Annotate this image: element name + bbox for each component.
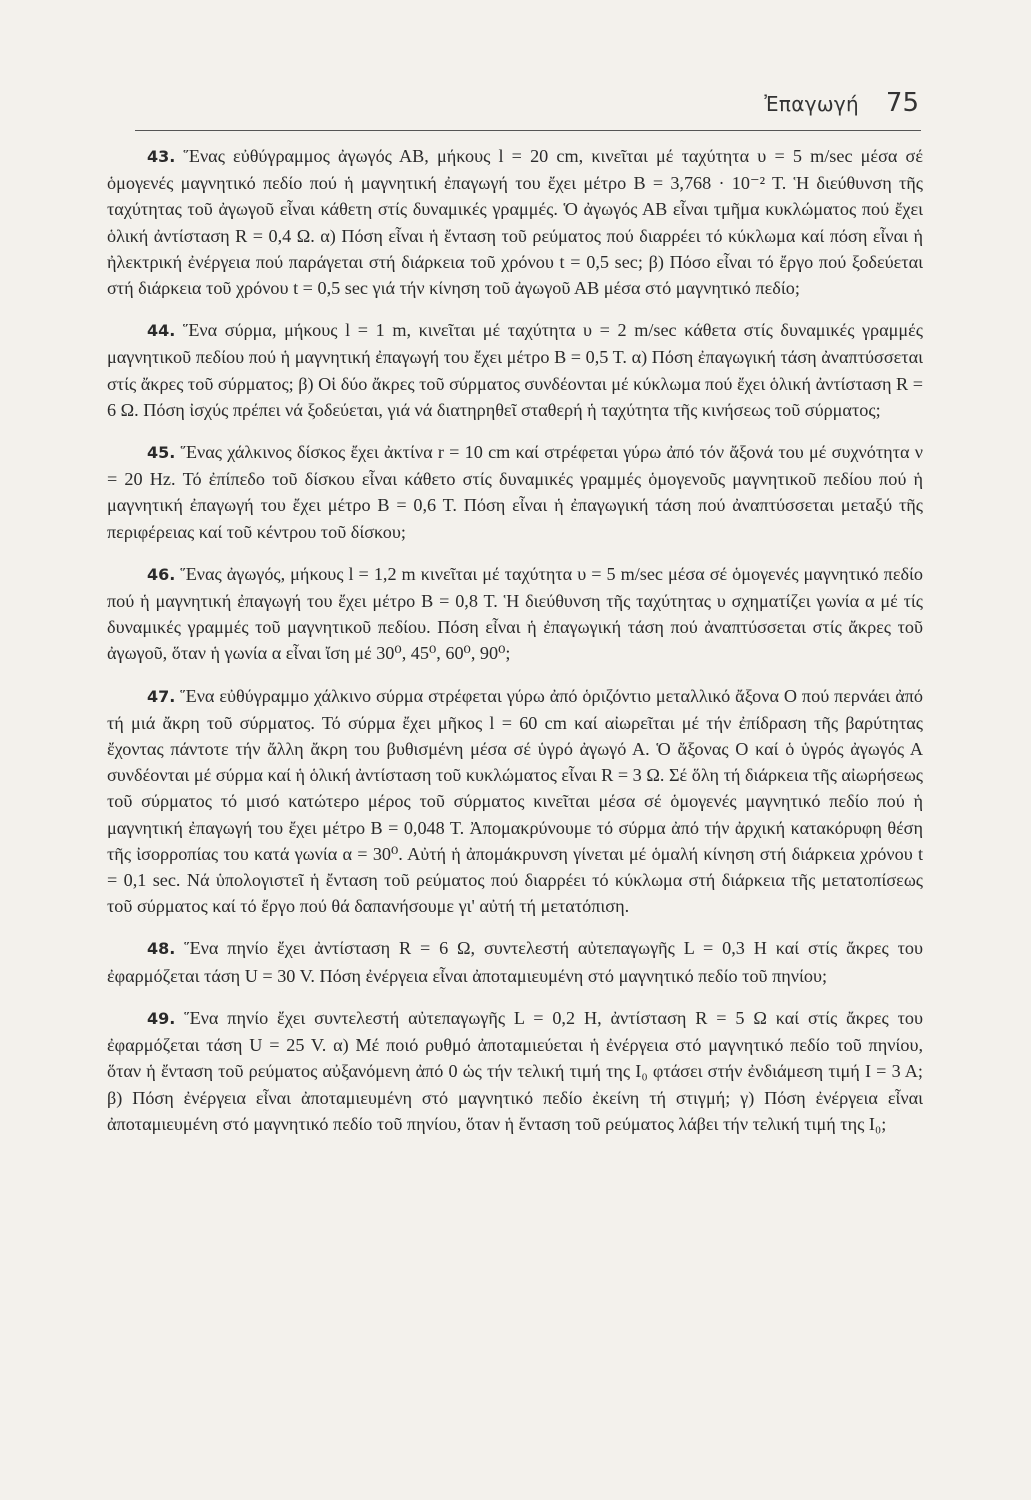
header-divider bbox=[135, 130, 921, 131]
problem-number: 44. bbox=[147, 321, 176, 341]
problem-number: 45. bbox=[147, 443, 176, 463]
problem-text: Ἕνα σύρμα, μήκους l = 1 m, κινεῖται μέ ταχύτητα υ = 2 m/sec κάθετα στίς δυναμικές γραμμές μαγνητικοῦ πεδίου πού ἡ μαγνητική ἐπαγωγή του ἔχει μέτρο B = 0,5 T. α) Πόση ἐπαγωγική τάση ἀναπτύσσεται στίς ἄκρες τοῦ σύρματος; β) Οἱ δύο ἄκρες τοῦ σύρματος συνδέονται μέ κύκλωμα πού ἔχει ὁλική ἀντίσταση R = 6 Ω. Πόση ἰσχύς πρέπει νά ξοδεύεται, γιά νά διατηρηθεῖ σταθερή ἡ ταχύτητα τῆς κινήσεως τοῦ σύρματος; bbox=[107, 320, 923, 420]
chapter-title: Ἐπαγωγή bbox=[764, 92, 859, 116]
problem-text: Ἕνας χάλκινος δίσκος ἔχει ἀκτίνα r = 10 cm καί στρέφεται γύρω ἀπό τόν ἄξονά του μέ συχνότητα ν = 20 Hz. Τό ἐπίπεδο τοῦ δίσκου εἶναι κάθετο στίς δυναμικές γραμμές ὁμογενοῦς μαγνητικοῦ πεδίου πού ἡ μαγνητική ἐπαγωγή του ἔχει μέτρο B = 0,6 T. Πόση εἶναι ἡ ἐπαγωγική τάση πού ἀναπτύσσεται μεταξύ τῆς περιφέρειας καί τοῦ κέντρου τοῦ δίσκου; bbox=[107, 442, 923, 542]
problem-number: 48. bbox=[147, 939, 176, 959]
problem-43 bbox=[107, 143, 923, 301]
problem-number: 49. bbox=[147, 1008, 176, 1028]
problem-text: Ἕνας εὐθύγραμμος ἀγωγός ΑΒ, μήκους l = 20 cm, κινεῖται μέ ταχύτητα υ = 5 m/sec μέσα σέ ὁμογενές μαγνητικό πεδίο πού ἡ μαγνητική ἐπαγωγή του ἔχει μέτρο B = 3,768 · 10⁻² T. Ἡ διεύθυνση τῆς ταχύτητας τοῦ ἀγωγοῦ εἶναι κάθετη στίς δυναμικές γραμμές. Ὁ ἀγωγός ΑΒ εἶναι τμῆμα κυκλώματος πού ἔχει ὁλική ἀντίσταση R = 0,4 Ω. α) Πόση εἶναι ἡ ἔνταση τοῦ ρεύματος πού διαρρέει τό κύκλωμα καί πόση εἶναι ἡ ἠλεκτρική ἐνέργεια πού παράγεται στή διάρκεια τοῦ χρόνου t = 0,5 sec; β) Πόσο εἶναι τό ἔργο πού ξοδεύεται στή διάρκεια τοῦ χρόνου t = 0,5 sec γιά τήν κίνηση τοῦ ἀγωγοῦ ΑΒ μέσα στό μαγνητικό πεδίο; bbox=[107, 146, 923, 299]
problem-text: Ἕνα εὐθύγραμμο χάλκινο σύρμα στρέφεται γύρω ἀπό ὁριζόντιο μεταλλικό ἄξονα Ο πού περνάει ἀπό τή μιά ἄκρη τοῦ σύρματος. Τό σύρμα ἔχει μῆκος l = 60 cm καί αἰωρεῖται μέ τήν ἐπίδραση τῆς βαρύτητας ἔχοντας πάντοτε τήν ἄλλη ἄκρη του βυθισμένη μέσα σέ ὑγρό ἀγωγό Α. Ὁ ἄξονας Ο καί ὁ ὑγρός ἀγωγός Α συνδέονται μέ σύρμα καί ἡ ὁλική ἀντίσταση τοῦ κυκλώματος εἶναι R = 3 Ω. Σέ ὅλη τή διάρκεια τῆς αἰωρήσεως τοῦ σύρματος τό μισό κατώτερο μέρος τοῦ σύρματος κινεῖται μέσα σέ ὁμογενές μαγνητικό πεδίο πού ἡ μαγνητική ἐπαγωγή του ἔχει μέτρο B = 0,048 T. Ἀπομακρύνουμε τό σύρμα ἀπό τήν ἀρχική κατακόρυφη θέση τῆς ἰσορροπίας του κατά γωνία α = 30⁰. Αὐτή ἡ ἀπομάκρυνση γίνεται μέ ὁμαλή κίνηση στή διάρκεια χρόνου t = 0,1 sec. Νά ὑπολογιστεῖ ἡ ἔνταση τοῦ ρεύματος πού διαρρέει τό κύκλωμα στή διάρκεια τῆς μετατοπίσεως τοῦ σύρματος καί τό ἔργο πού θά δαπανήσουμε γι' αὐτή τή μετατόπιση. bbox=[107, 685, 924, 917]
problem-number: 47. bbox=[147, 686, 176, 706]
problem-number: 43. bbox=[147, 147, 176, 166]
problem-number: 46. bbox=[147, 564, 176, 584]
problem-list bbox=[107, 143, 923, 1153]
problem-44 bbox=[107, 317, 923, 423]
problem-49 bbox=[107, 1005, 923, 1137]
problem-text: Ἕνας ἀγωγός, μήκους l = 1,2 m κινεῖται μέ ταχύτητα υ = 5 m/sec μέσα σέ ὁμογενές μαγνητικό πεδίο πού ἡ μαγνητική ἐπαγωγή του ἔχει μέτρο B = 0,8 T. Ἡ διεύθυνση τῆς ταχύτητας υ σχηματίζει γωνία α μέ τίς δυναμικές γραμμές τοῦ μαγνητικοῦ πεδίου. Πόση εἶναι ἡ ἐπαγωγική τάση πού ἀναπτύσσεται στίς ἄκρες τοῦ ἀγωγοῦ, ὅταν ἡ γωνία α εἶναι ἴση μέ 30⁰, 45⁰, 60⁰, 90⁰; bbox=[107, 563, 924, 664]
problem-47 bbox=[107, 683, 923, 920]
page-number: 75 bbox=[885, 88, 919, 118]
problem-46 bbox=[107, 561, 923, 667]
page-header bbox=[135, 88, 921, 128]
problem-45 bbox=[107, 439, 923, 545]
problem-48 bbox=[107, 935, 923, 988]
problem-text: Ἕνα πηνίο ἔχει ἀντίσταση R = 6 Ω, συντελεστή αὐτεπαγωγῆς L = 0,3 H καί στίς ἄκρες του ἐφαρμόζεται τάση U = 30 V. Πόση ἐνέργεια εἶναι ἀποταμιευμένη στό μαγνητικό πεδίο τοῦ πηνίου; bbox=[107, 938, 923, 986]
problem-text: Ἕνα πηνίο ἔχει συντελεστή αὐτεπαγωγῆς L = 0,2 H, ἀντίσταση R = 5 Ω καί στίς ἄκρες του ἐφαρμόζεται τάση U = 25 V. α) Μέ ποιό ρυθμό ἀποταμιεύεται ἡ ἐνέργεια στό μαγνητικό πεδίο τοῦ πηνίου, ὅταν ἡ ἔνταση τοῦ ρεύματος αὐξανόμενη ἀπό 0 ὡς τήν τελική τιμή της I₀ φτάσει στήν ἐνδιάμεση τιμή I = 3 A; β) Πόση ἐνέργεια εἶναι ἀποταμιευμένη στό μαγνητικό πεδίο ἐκείνη τή στιγμή; γ) Πόση ἐνέργεια εἶναι ἀποταμιευμένη στό μαγνητικό πεδίο τοῦ πηνίου, ὅταν ἡ ἔνταση τοῦ ρεύματος λάβει τήν τελική τιμή της I₀; bbox=[107, 1007, 923, 1134]
